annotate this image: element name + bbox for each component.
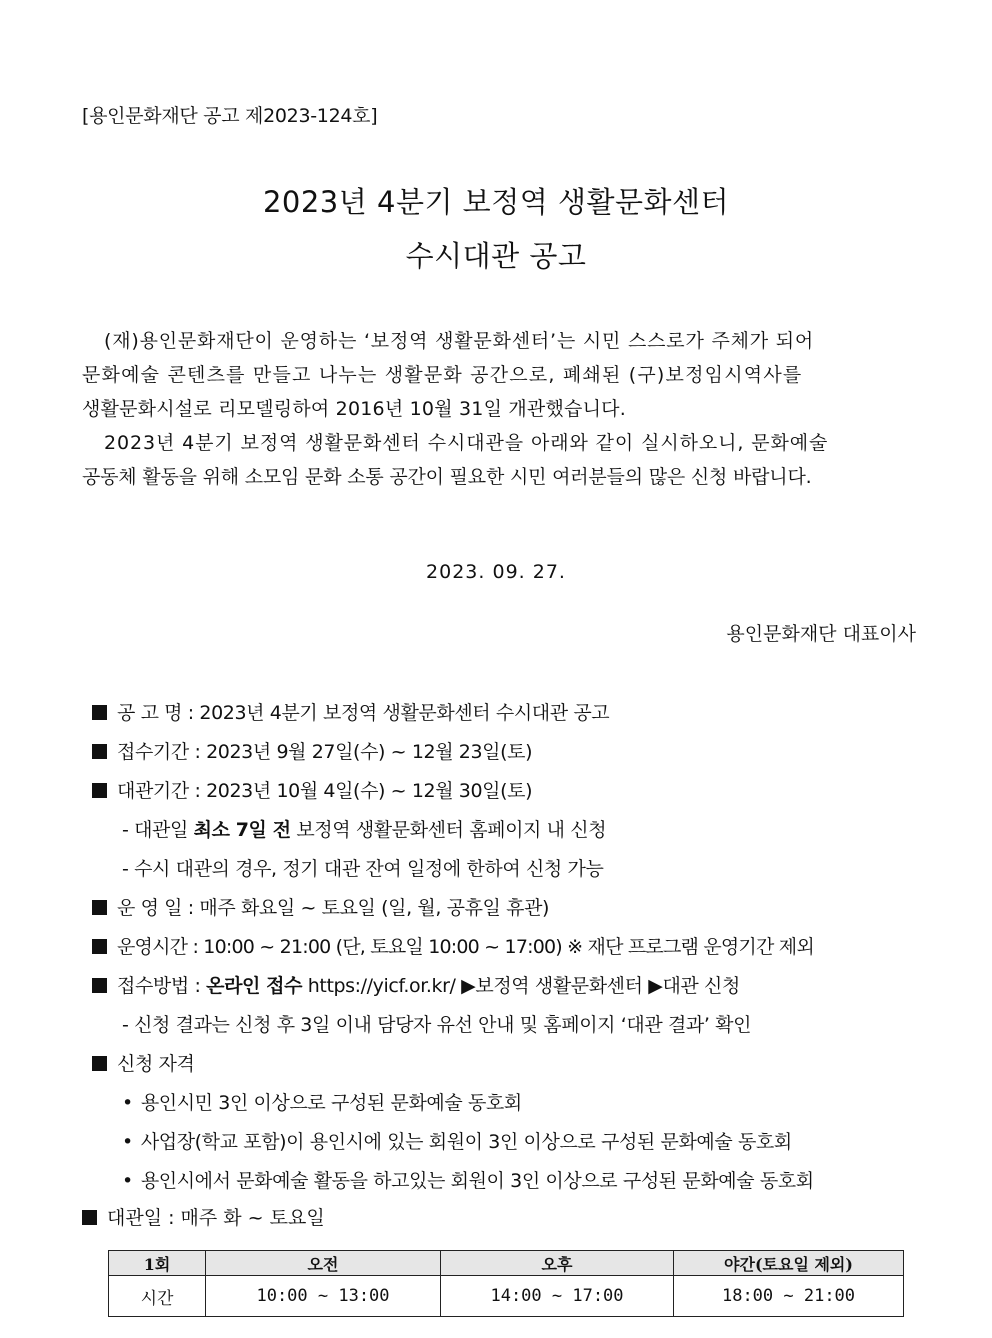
square-bullet-icon: [92, 705, 107, 720]
item-text: - 대관일: [122, 819, 194, 841]
table-header-row: [109, 1251, 904, 1276]
item-text-bold: 온라인 접수: [206, 975, 303, 997]
item-text: 용인시에서 문화예술 활동을 하고있는 회원이 3인 이상으로 구성된 문화예술 동호회: [140, 1170, 814, 1192]
item-text: 운영시간 : 10:00 ~ 21:00 (단, 토요일 10:00 ~ 17:00) ※ 재단 프로그램 운영기간 제외: [117, 936, 814, 958]
dot-bullet-icon: •: [122, 1131, 133, 1153]
item-method: [92, 967, 932, 1006]
rental-sub-item: [92, 811, 932, 850]
item-text: - 수시 대관의 경우, 정기 대관 잔여 일정에 한하여 신청 가능: [122, 858, 604, 880]
square-bullet-icon: [92, 978, 107, 993]
item-text: 접수방법 :: [117, 975, 207, 997]
square-bullet-icon: [92, 783, 107, 798]
item-text: 공 고 명 : 2023년 4분기 보정역 생활문화센터 수시대관 공고: [117, 702, 610, 724]
item-operating-hours: [92, 928, 932, 967]
item-text: 사업장(학교 포함)이 용인시에 있는 회원이 3인 이상으로 구성된 문화예술 동호회: [140, 1131, 792, 1153]
item-notice-name: [92, 694, 932, 733]
table-header-cell: 오전: [206, 1251, 441, 1276]
dot-bullet-icon: •: [122, 1170, 133, 1192]
square-bullet-icon: [82, 1210, 97, 1225]
eligibility-item: [92, 1123, 932, 1162]
intro-line: 문화예술 콘텐츠를 만들고 나누는 생활문화 공간으로, 폐쇄된 (구)보정임시역사를: [82, 364, 803, 386]
square-bullet-icon: [92, 900, 107, 915]
notice-items: [92, 694, 932, 1201]
intro-line: 공동체 활동을 위해 소모임 문화 소통 공간이 필요한 시민 여러분들의 많은 신청 바랍니다.: [82, 466, 812, 488]
table-header-cell: 야간(토요일 제외): [674, 1251, 904, 1276]
item-operating-days: [92, 889, 932, 928]
table-cell: 10:00 ~ 13:00: [206, 1276, 441, 1317]
item-text: 접수기간 : 2023년 9월 27일(수) ~ 12월 23일(토): [117, 741, 533, 763]
item-text-bold: 최소 7일 전: [193, 819, 291, 841]
item-rental-days: [82, 1199, 325, 1238]
rental-sub-item: [92, 850, 932, 889]
square-bullet-icon: [92, 1056, 107, 1071]
dot-bullet-icon: •: [122, 1092, 133, 1114]
item-eligibility: [92, 1045, 932, 1084]
item-text: 용인시민 3인 이상으로 구성된 문화예술 동호회: [140, 1092, 522, 1114]
eligibility-item: [92, 1162, 932, 1201]
intro-line: (재)용인문화재단이 운영하는 ‘보정역 생활문화센터’는 시민 스스로가 주체가 되어: [104, 330, 815, 352]
method-sub-item: [92, 1006, 932, 1045]
intro-line: 생활문화시설로 리모델링하여 2016년 10월 31일 개관했습니다.: [82, 398, 626, 420]
item-reception-period: [92, 733, 932, 772]
item-text: 신청 자격: [117, 1053, 195, 1075]
table-cell: 18:00 ~ 21:00: [674, 1276, 904, 1317]
title-line-2: 수시대관 공고: [405, 239, 587, 273]
item-rental-period: [92, 772, 932, 811]
item-text: 대관일 : 매주 화 ~ 토요일: [107, 1207, 325, 1229]
title-line-1: 2023년 4분기 보정역 생활문화센터: [262, 185, 730, 219]
table-row: [109, 1276, 904, 1317]
signatory: 용인문화재단 대표이사: [726, 623, 916, 645]
schedule-table: [108, 1250, 904, 1317]
item-text: 대관기간 : 2023년 10월 4일(수) ~ 12월 30일(토): [117, 780, 533, 802]
item-text: 운 영 일 : 매주 화요일 ~ 토요일 (일, 월, 공휴일 휴관): [117, 897, 550, 919]
table-header-cell: 오후: [441, 1251, 674, 1276]
notice-date: 2023. 09. 27.: [426, 561, 566, 583]
table-cell: 시간: [109, 1276, 206, 1317]
square-bullet-icon: [92, 744, 107, 759]
item-text: 보정역 생활문화센터 홈페이지 내 신청: [290, 819, 607, 841]
eligibility-item: [92, 1084, 932, 1123]
table-cell: 14:00 ~ 17:00: [441, 1276, 674, 1317]
intro-paragraph: [82, 324, 917, 494]
table-header-cell: 1회: [109, 1251, 206, 1276]
intro-line: 2023년 4분기 보정역 생활문화센터 수시대관을 아래와 같이 실시하오니, 문화예술: [104, 432, 829, 454]
item-text: https://yicf.or.kr/ ▶보정역 생활문화센터 ▶대관 신청: [302, 975, 740, 997]
square-bullet-icon: [92, 939, 107, 954]
item-text: - 신청 결과는 신청 후 3일 이내 담당자 유선 안내 및 홈페이지 ‘대관 결과’ 확인: [122, 1014, 752, 1036]
notice-number: [용인문화재단 공고 제2023-124호]: [82, 105, 378, 127]
